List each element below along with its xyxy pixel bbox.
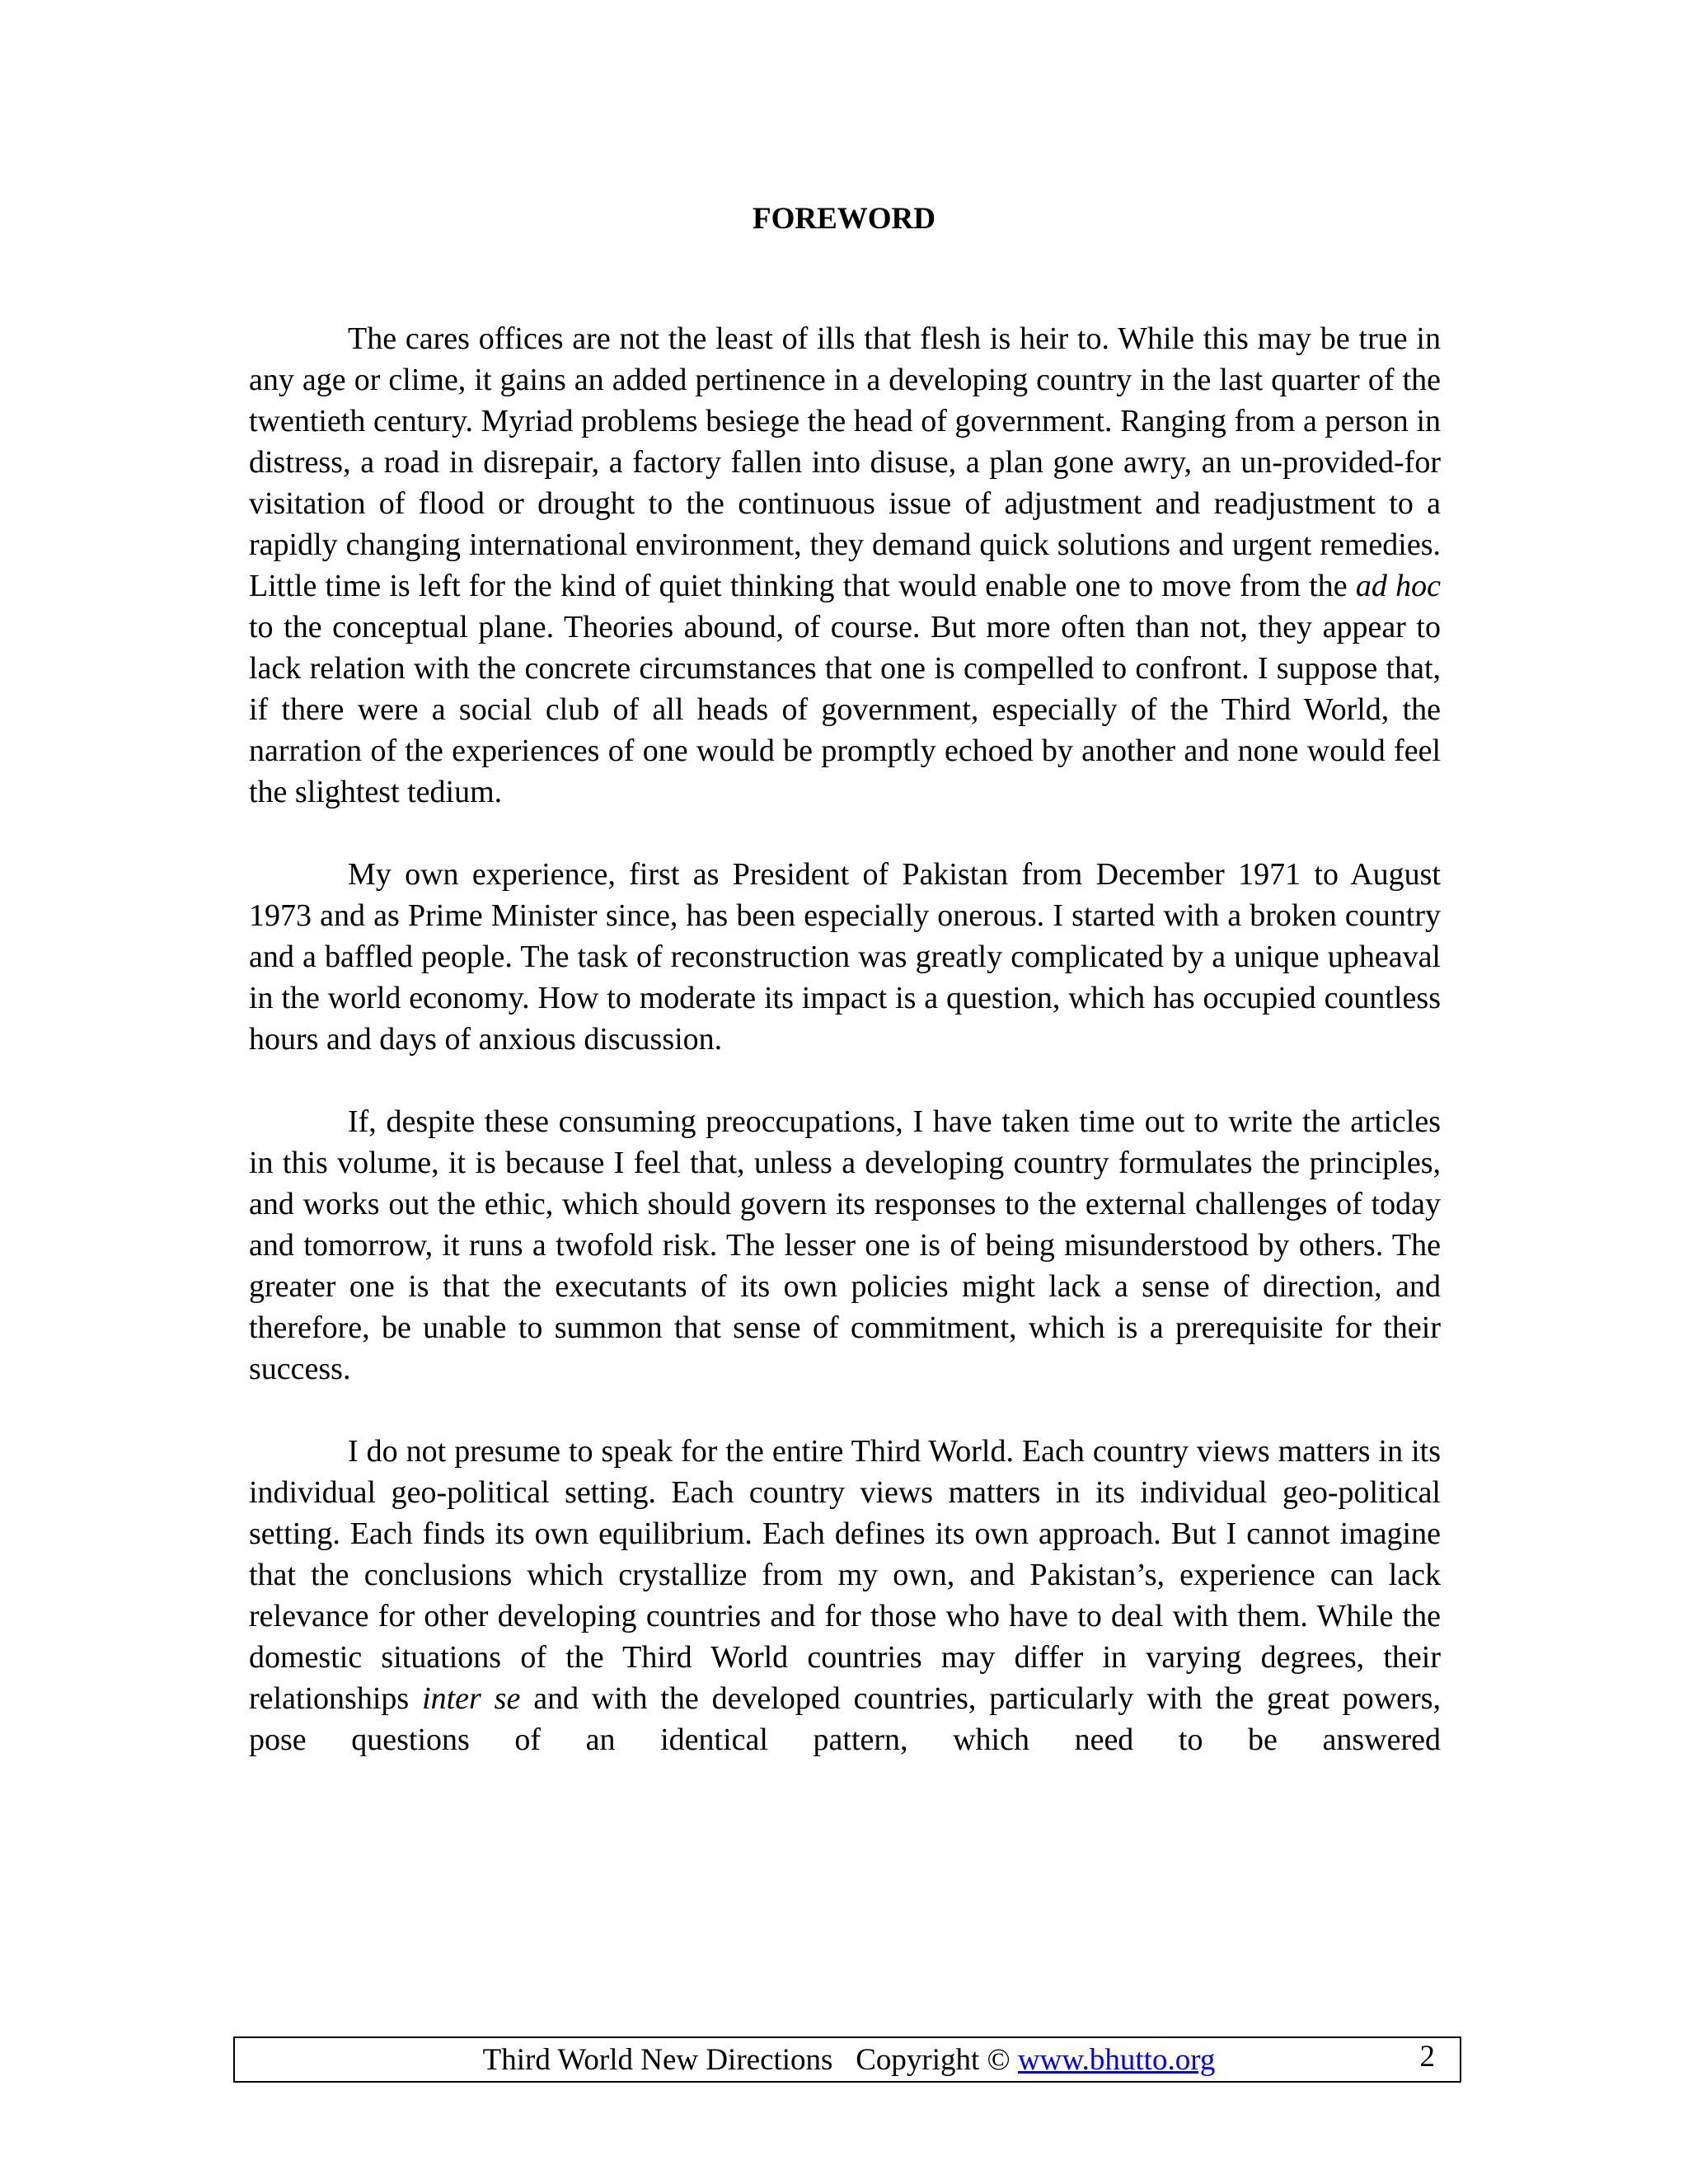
paragraph <box>249 1431 1441 1760</box>
paragraph-text: and with the developed countries, particularly with the great powers, pose questions of an identical pattern, which need to be answered <box>249 1681 1441 1757</box>
page-title: FOREWORD <box>753 202 935 236</box>
page-number: 2 <box>1419 2040 1435 2074</box>
paragraph <box>249 854 1441 1060</box>
italic-phrase: ad hoc <box>1355 569 1442 603</box>
page-footer <box>233 2036 1461 2083</box>
italic-phrase: inter se <box>422 1681 521 1716</box>
footer-link[interactable]: www.bhutto.org <box>1017 2043 1216 2077</box>
footer-text: Third World New Directions Copyright © <box>482 2043 1018 2077</box>
paragraph <box>249 318 1441 813</box>
document-body <box>249 318 1441 1760</box>
paragraph <box>249 1101 1441 1390</box>
footer-line <box>235 2043 1463 2078</box>
paragraph-text: My own experience, first as President of Pakistan from December 1971 to August 1973 and as Prime Minister since, has been especially onerous. I started with a broken country and a baffled people. The task of reconstruction was greatly complicated by a unique upheaval in the world economy. How to moderate its impact is a question, which has occupied countless hours and days of anxious discussion. <box>249 857 1441 1057</box>
paragraph-text: If, despite these consuming preoccupations, I have taken time out to write the articles in this volume, it is because I feel that, unless a developing country formulates the principles, and works out the ethic, which should govern its responses to the external challenges of today and tomorrow, it runs a twofold risk. The lesser one is of being misunderstood by others. The greater one is that the executants of its own policies might lack a sense of direction, and therefore, be unable to summon that sense of commitment, which is a prerequisite for their success. <box>249 1104 1441 1386</box>
paragraph-text: I do not presume to speak for the entire Third World. Each country views matters in its individual geo-political setting. Each country views matters in its individual geo-political setting. Each finds its own equilibrium. Each defines its own approach. But I cannot imagine that the conclusions which crystallize from my own, and Pakistan’s, experience can lack relevance for other developing countries and for those who have to deal with them. While the domestic situations of the Third World countries may differ in varying degrees, their relationships <box>249 1434 1441 1716</box>
paragraph-text: The cares offices are not the least of ills that flesh is heir to. While this may be true in any age or clime, it gains an added pertinence in a developing country in the last quarter of the twentieth century. Myriad problems besiege the head of government. Ranging from a person in distress, a road in disrepair, a factory fallen into disuse, a plan gone awry, an un-provided-for visitation of flood or drought to the continuous issue of adjustment and readjustment to a rapidly changing international environment, they demand quick solutions and urgent remedies. Little time is left for the kind of quiet thinking that would enable one to move from the <box>249 321 1441 603</box>
paragraph-text: to the conceptual plane. Theories abound, of course. But more often than not, they appear to lack relation with the concrete circumstances that one is compelled to confront. I suppose that, if there were a social club of all heads of government, especially of the Third World, the narration of the experiences of one would be promptly echoed by another and none would feel the slightest tedium. <box>249 610 1441 809</box>
